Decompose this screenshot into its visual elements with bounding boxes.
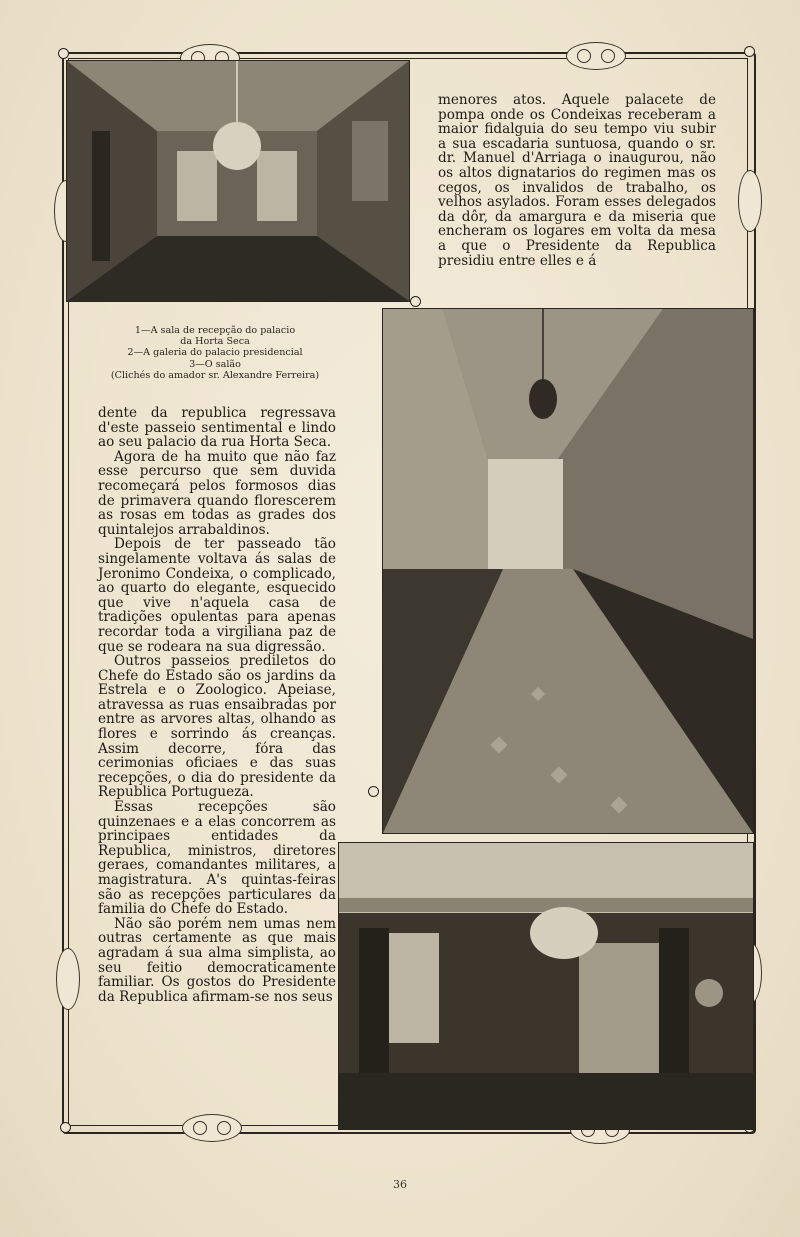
right-upper-ornament — [738, 170, 762, 232]
paragraph: menores atos. Aquele palacete de pompa onde os Condeixas receberam a maior fidalguia do seu tempo viu subir a sua escadaria suntuosa, quando o sr. dr. Manuel d'Arriaga o inaugurou, não os altos dignatarios do regimen mas os cegos, os invalidos de trabalho, os velhos asylados. Foram esses delegados da dôr, da amargura e da miseria que encheram os logares em volta da mesa a que o Presidente da Republica presidiu entre elles e á — [438, 92, 716, 269]
caption-line: 3—O salão — [189, 358, 241, 370]
photo-reception-room — [66, 60, 410, 302]
corner-knot — [60, 1122, 71, 1133]
frame-knot — [368, 786, 379, 797]
frame-knot — [410, 296, 421, 307]
paragraph: Depois de ter passeado tão singelamente voltava ás salas de Jeronimo Condeixa, o complicado, ao quarto do elegante, esquecido que vive n'aquela casa de tradições opulentas para apenas recordar toda a virgiliana paz de que se rodeara na sua digressão. — [98, 536, 336, 655]
paragraph: Agora de ha muito que não faz esse percurso que sem duvida recomeçará pelos formosos dias de primavera quando florescerem as rosas em todas as grades dos quintalejos arrabaldinos. — [98, 448, 336, 538]
corner-knot — [744, 46, 755, 57]
bottom-left-ornament — [182, 1114, 242, 1142]
paragraph: Essas recepções são quinzenaes e a elas concorrem as principaes entidades da Republica, ministros, diretores geraes, comandantes militares, a magistratura. A's quintas-feiras são as recepções particulares da familia do Chefe do Estado. — [98, 799, 336, 918]
photo-gallery — [382, 308, 754, 834]
paragraph: Não são porém nem umas nem outras certamente as que mais agradam á sua alma simplista, ao seu feitio democraticamente familiar. Os gostos do Presidente da Republica afirmam-se nos seus — [98, 915, 336, 1005]
caption-line: (Clichés do amador sr. Alexandre Ferreira) — [110, 369, 320, 381]
left-lower-ornament — [56, 948, 80, 1010]
photo-salon — [338, 842, 754, 1130]
caption-line: 1—A sala de recepção do palacio — [134, 325, 296, 336]
caption-line: da Horta Seca — [180, 336, 250, 348]
paragraph: Outros passeios prediletos do Chefe do Estado são os jardins da Estrela e o Zoologico. Apeiase, atravessa as ruas ensaibradas por entre as arvores altas, olhando as flores e sorrindo ás creanças. Assim decorre, fóra das cerimonias oficiaes e das suas recepções, o dia do presidente da Republica Portugueza. — [98, 653, 336, 801]
caption-line: 2—A galeria do palacio presidencial — [127, 347, 303, 359]
top-right-ornament — [566, 42, 626, 70]
page-number: 36 — [393, 1178, 407, 1191]
photo-caption — [90, 325, 340, 381]
paragraph: dente da republica regressava d'este passeio sentimental e lindo ao seu palacio da rua Horta Seca. — [98, 405, 336, 451]
corner-knot — [58, 48, 69, 59]
top-right-text — [438, 93, 716, 268]
left-column-text — [98, 406, 336, 1004]
